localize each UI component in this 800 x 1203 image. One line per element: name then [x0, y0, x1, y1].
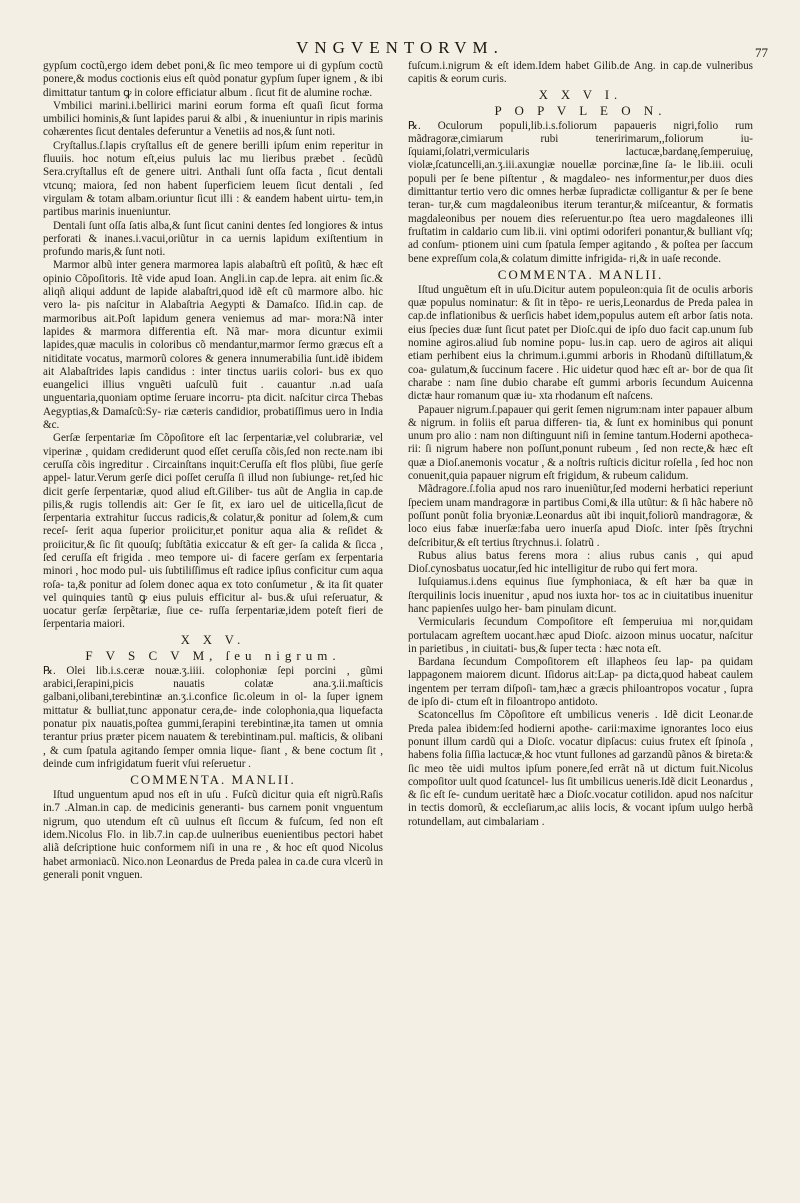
- paragraph-scatoncellus: Scatoncellus ſm Cõpoſitore eſt umbilicus veneris . Idẽ dicit Leonar.de Preda palea ibidem:ſed hodierni apothe- carii:maxime ignorantes loco eius ponunt illum cardũ qui a Dioſc. vocatur dipſacus: cuius frutex eſt ſpinoſa , habens folia ſiſſia lactucæ,& hoc vtunt fullones ad garzandũ pãnos & bireta:& ſic meo tẽe uidi multos ipſum ponere,ſed errãt nã ut dictum fuit.Nicolus compoſitor uult quod ſcatuncel- lus ſit umbilicus ueneris.Idẽ dicit Leonardus , & ſic eſt ſe- cundum ueritatẽ hæc a Dioſc.vocatur cotilidon. apud nos naſcitur in tectis domorũ, & eccleſiarum,ac aliis locis, & vocant ipſum uulgo herbã rotundellam, aut cimbalariam .: [408, 709, 753, 828]
- section-title-fuscum: F V S C V M, ſeu nigrum.: [85, 647, 341, 663]
- recipe-populeon: ℞. Oculorum populi,lib.i.s.foliorum papaueris nigri,folio rum mãdragoræ,cimiarum rubi teneririmarum,,foliorum iu- ſquiami,ſolatri,vermicularis lactucæ,bardanę,ſemperuiuę, violæ,ſcatuncelli,an.ʒ.iii.axungiæ nouellæ porcinæ,ſine ſa- le lib.iii. oculi populi per ſe bene piſtentur , & magdaleo- nes informentur,per duos dies dimittantur tertio vero dic omnes herbæ ſupradictæ colligantur & per ſe bene teran- tur,& cum magdaleonibus iterum terantur,& miſceantur, & formatis magdaleonibus per nouem dies reſeruentur.po ſtea uero magdaleones illi fruſtatim in caldario cum lib.ii. vini optimi odoriferi ponantur,& bulliant vſq; ad conſum- ptionem uini cum ſpatula ſemper agitando , & poſtea per ſaccum bene expreſſum cola,& colatum dimitte infrigida- ri,& in uaſe reconde.: [408, 119, 753, 265]
- left-column: [43, 60, 383, 1190]
- paragraph-umbilici: Vmbilici marini.i.bellirici marini eorum forma eſt quaſi ſicut forma umbilici hominis,& ſunt lapides parui & albi , & inueniuntur in ripis marinis cohærentes ſicut dentales deferuntur a Venetiis ad nos,& ſunt noti.: [43, 99, 383, 139]
- section-number-xxv: X X V.: [180, 632, 246, 647]
- paragraph-crystallus: Cryſtallus.ſ.lapis cryſtallus eſt de genere berilli ipſum enim reperitur in fluuiis. hoc notum eſt,eius puluis lac mu lieribus præbet . ſecũdũ Sera.cryſtallus eſt de genere uitri. Anthali ſunt oſſa facta , ſicut dentali vtcunq; maiora, ſed non habent ſuperficiem leuem ſicut dentali , ſed virgulam & totam albam.oriuntur ſicut illi : & eandem habent uirtu- tem,in partibus marinis inueniuntur.: [43, 139, 383, 219]
- paragraph-bardana: Bardana ſecundum Compoſitorem eſt illapheos ſeu lap- pa quidam lappagonem maiorem dicunt. Iſidorus ait:Lap- pa dicta,quod habeat caulem ingentem per terram diſpoſi- tam,hæc a græcis philoantropos vocatur , ſupra de ipſo di- ctum eſt in filoantropo antidoto.: [408, 656, 753, 709]
- commentary-fuscum: Iſtud unguentum apud nos eſt in uſu . Fuſcũ dicitur quia eſt nigrũ.Raſis in.7 .Alman.in cap. de medicinis generanti- bus carnem ponit vnguentum nigrum, quo utendum eſt cũ uulnus eſt ſiccum & fuſcum, ſed non eſt idem.Nicolus Flo. in lib.7.in cap.de uulneribus euenientibus pectori habet aliã deſcriptione huic conformem niſi in una re , & hoc eſt quod Nicolus habet armoniacũ. Nico.non Leonardus de Preda palea in ca.de cura vlcerũ in generali ponit vnguen.: [43, 789, 383, 881]
- paragraph-mandragore: Mãdragore.ſ.folia apud nos raro inueniũtur,ſed moderni herbatici reperiunt ſpeciem unam mandragoræ in partibus Comi,& illa utũtur: & ſi hãc habere nõ poſſunt ponũt folia bryoniæ.Leonardus aũt ibi inquit,foliorũ mandragoræ, & loco eius fabæ inuerſæ:faba uero inuerſa apud Dioſc. inter ſpẽs ſtrychni deſcribitur,& eſt tertius ſtrychnus.i. ſolatrũ .: [408, 483, 753, 549]
- paragraph-iusquiamus: Iuſquiamus.i.dens equinus ſiue ſymphoniaca, & eſt hær ba quæ in ſterquilinis locis inuenitur , apud nos iuxta hor- tos ac in ciuitatibus inuenitur hanc papienſes uulgo her- bam pinulam dicunt.: [408, 576, 753, 615]
- paragraph-vermicularis: Vermicularis ſecundum Compoſitore eſt ſemperuiua mi nor,quidam portulacam agreſtem uocant.hæc apud Dioſc. aizoon minus uocatur, naſcitur in parietibus , in ciuitati- bus,& ſuper tecta : hæc nota eſt.: [408, 616, 753, 655]
- commenta-heading-right: COMMENTA. MANLII.: [497, 266, 664, 282]
- right-column: [408, 60, 753, 1190]
- running-head: VNGVENTORVM.: [296, 38, 504, 57]
- section-title-populeon: P O P V L E O N.: [494, 102, 667, 118]
- recipe-fuscum: ℞. Olei lib.i.s.ceræ nouæ.ʒ.iiii. colophoniæ ſepi porcini , gũmi arabici,ſerapini,picis nauatis colatæ ana.ʒ.ii.maſticis galbani,olibani,terebintinæ an.ʒ.i.confice ſic.oleum in ol- la ſuper ignem mittatur & bulliat,tunc apponatur cera,de- inde colophonia,qua liquefacta ponatur pix nauatis,poſtea gummi,ſerapini terebintinæ,ita tamen ut omnia terantur prius præter picem nauatem & terebintinam.pul. maſticis, & olibani , & cum ſpatula agitando ſemper omnia lique- ſiant , & bene coctum ſit , deinde cum infrigidatum fuerit vſui reſeruetur .: [43, 664, 383, 770]
- section-number-xxvi: X X V I.: [538, 87, 623, 102]
- commenta-heading-left: COMMENTA. MANLII.: [130, 772, 296, 788]
- commentary-populeon: Iſtud unguẽtum eſt in uſu.Dicitur autem populeon:quia ſit de oculis arboris quæ populus nominatur: & ſit in tẽpo- re ueris,Leonardus de Preda palea in cap.de inflationibus & uerſicis habet idem,populus autem eſt arbor ſatis nota. eius ſpecies duæ ſunt ſicut patet per Dioſc.qui de ipſo duo facit cap.unum ſub nomine agiros.aliud ſub nomine popu- lus.in cap. uero de agiros ait aliqui etiam perhibent eius la chrimum.i.gummi arboris in Rhodanũ diſtillatum,& coa- gulatum,& ſuccinum facere . Hic uidetur quod hæc eſt ar- bor de qua ſit charabe : nam ſine dubio charabe eſt gummi arboris ſecundum Auicenna dictæ haur romanum quæ iu- xta rhodanum eſt naſcens.: [408, 283, 753, 403]
- paragraph-gypsum: gypſum coctũ,ergo idem debet poni,& ſic meo tempore ui di gypſum coctũ ponere,& modus coctionis eius eſt quòd ponatur gypſum ſuper ignem , & ibi dimittatur tantum ꝙ in colore efficiatur album . ſicut fit de alumine rochæ.: [43, 60, 383, 99]
- paragraph-fuscum-continued: fuſcum.i.nigrum & eſt idem.Idem habet Gilib.de Ang. in cap.de vulneribus capitis & eorum curis.: [408, 60, 753, 86]
- paragraph-rubus: Rubus alius batus ferens mora : alius rubus canis , qui apud Dioſ.cynosbatus uocatur,ſed hic intelligitur de rubo qui fert mora.: [408, 549, 753, 576]
- paragraph-papauer: Papauer nigrum.ſ.papauer qui gerit ſemen nigrum:nam inter papauer album & nigrum. in foliis eſt parua differen- tia, & ſunt ex hominibus qui ponunt unum pro alio : nam non diſtinguunt niſi in ſemine tantum.Hoderni apotheca- rii: ſi nigrum habere non poſſunt,ponunt rubeum , ſed non recte,& hæc eſt quæ a Dioſ.anemonis vocatur , & a noſtris ruſticis dicitur roſella , ſed hoc non conuenit,quia papauer nigrum eſt frigidum, & rubeum calidum.: [408, 403, 753, 483]
- page-number: 77: [755, 45, 768, 60]
- paragraph-dentali: Dentali ſunt oſſa ſatis alba,& ſunt ſicut canini dentes ſed longiores & intus perforati & inanes.i.vacui,oriũtur in ca uernis lapidum exiſtentium in profundo maris,& ſunt noti.: [43, 219, 383, 259]
- paragraph-gersae: Gerſæ ſerpentariæ ſm Cõpoſitore eſt lac ſerpentariæ,vel colubrariæ, vel viperinæ , quidam crediderunt quod eſſet ceruſſa cõis,ſed non recte.nam ibi ceruſſa cõis ingreditur . Circainſtans inquit:Ceruſſa eſt flos plũbi, ſiue gerſe appel- latur.Verum gerſe dici poſſet ceruſſa ſi illud non ſubiunge- ret,ſed hic dicit gerſe ſerpentariæ, quod aliud eſt.Giliber- tus aũt de Anglia in cap.de pilis,& rugis tollendis ait: Ger ſe ſit, ex iaro uel de uiticella,ſicut de ſerpentaria extrahitur ſuccus radicis,& colatur,& ponitur ad ſolem,& cum receſ- ſerit aqua ſuperior proiicitur,et ponitur aqua alia & reſidet & proiicitur,& ſic ſit quouſq; ſubſtãtia exiccatur & eſt ger- ſa calida & ſicca , ſed ceruſſa eſt frigida . meo tempore ui- di facere gerſam ex ſerpentaria minori , hoc modo pul- uis ſubtiliſſimus eſt radice ipſius conficitur cum aqua roſa- ta,& ponitur ad ſolem donec aqua ex toto conſumetur , & ita ſit quater vel quinquies tantũ ꝙ eius puluis efficitur al- bus.& uſui reſeruatur, & uocatur gerſæ ſerpẽtariæ, ſiue ce- ruſſa ſerpentariæ,idem poteſt fieri de ſerpentaria maiori.: [43, 432, 383, 631]
- paragraph-marmor: Marmor albũ inter genera marmorea lapis alabaſtrũ eſt poſitũ, & hæc eſt opinio Cõpoſitoris. Itẽ vide apud Ioan. Angli.in cap.de lepra. ait enim ſic.& aliqñ aliqui addunt de lapide alabaſtri,quod idẽ eſt cũ marmore albo. hic vero la- pis naſcitur in Alabaſtria Aegypti & Damaſco. Iſid.in cap. de marmoribus ait.Poſt lapidum genera veniemus ad mar- mora:Nã inter lapides & marmora differentia eſt. Nã mar- mora dicuntur eximii lapides,quæ maculis in coloribus cõ mendantur,marmor ſermo græcus eſt a nitiditate vocatus, marmorũ colores & genera innumerabilia ſunt.idẽ ibidem ait Alabaſtrides lapis candidus : inter tinctus uariis colori- bus ex quo euangelici illius vnguẽti uaſculũ fuit . cauantur .n.ad uaſa unguentaria,quoniam optime ſeruare incorru- pta dicit. naſcitur circa Thebas Aegyptias,& Damaſcũ:Sy- riæ cæteris candidior, probatiſſimus uero in India &c.: [43, 259, 383, 432]
